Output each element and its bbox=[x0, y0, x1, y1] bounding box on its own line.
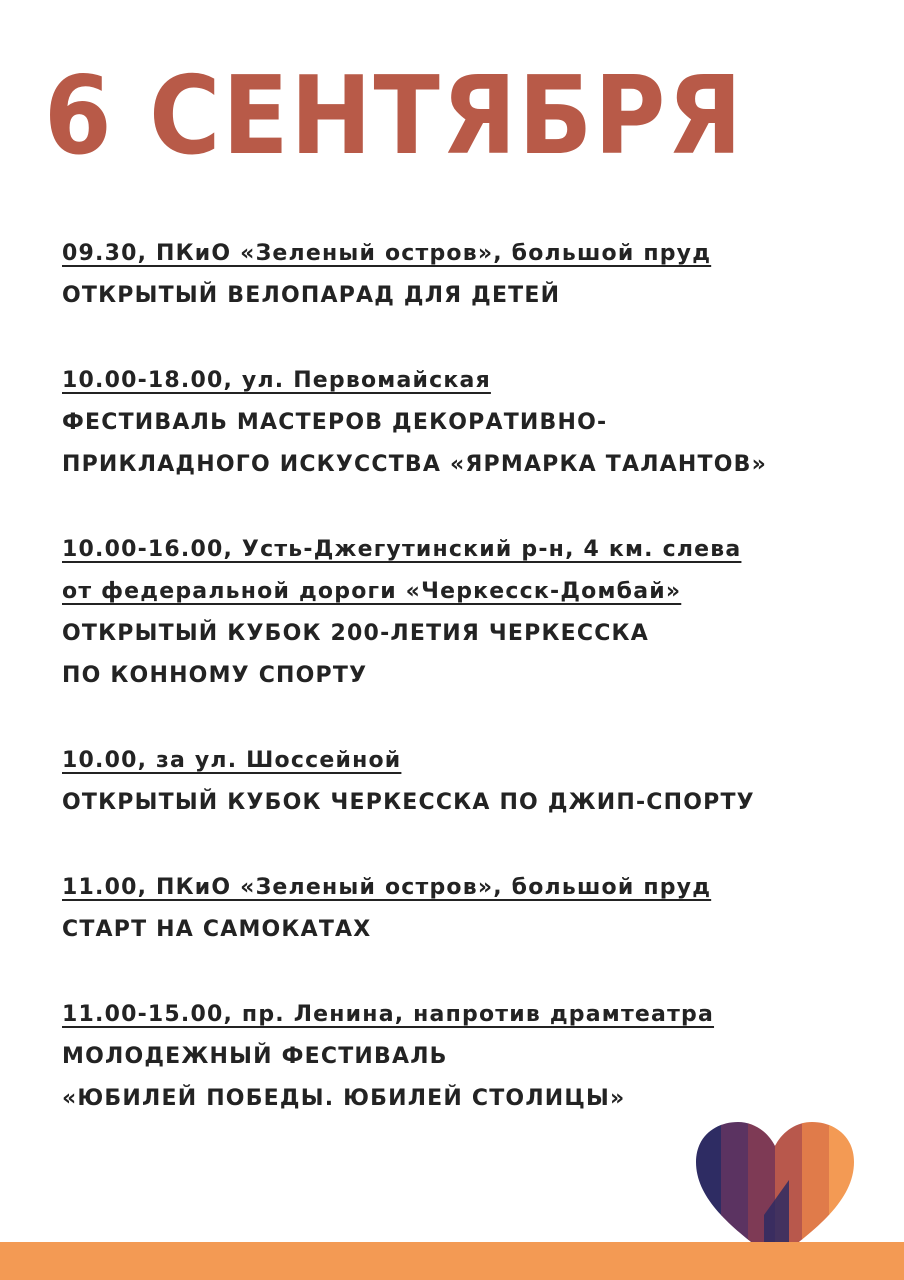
event-location: от федеральной дороги «Черкесск-Домбай» bbox=[62, 579, 682, 604]
event-item bbox=[62, 360, 862, 486]
event-name: ФЕСТИВАЛЬ МАСТЕРОВ ДЕКОРАТИВНО- bbox=[62, 410, 608, 435]
event-name: «ЮБИЛЕЙ ПОБЕДЫ. ЮБИЛЕЙ СТОЛИЦЫ» bbox=[62, 1086, 626, 1111]
event-location: 09.30, ПКиО «Зеленый остров», большой пруд bbox=[62, 241, 712, 266]
event-location: 11.00-15.00, пр. Ленина, напротив драмтеатра bbox=[62, 1002, 715, 1027]
event-location: 10.00-16.00, Усть-Джегутинский р-н, 4 км. слева bbox=[62, 537, 742, 562]
striped-heart-icon bbox=[694, 1120, 856, 1262]
event-item bbox=[62, 529, 862, 697]
event-list bbox=[62, 233, 862, 1163]
event-name: ОТКРЫТЫЙ КУБОК ЧЕРКЕССКА ПО ДЖИП-СПОРТУ bbox=[62, 790, 755, 815]
event-item bbox=[62, 867, 862, 951]
event-item bbox=[62, 740, 862, 824]
footer-bar bbox=[0, 1242, 904, 1280]
heart-stripe bbox=[802, 1120, 830, 1262]
event-name: МОЛОДЕЖНЫЙ ФЕСТИВАЛЬ bbox=[62, 1044, 448, 1069]
page-title: 6 СЕНТЯБРЯ bbox=[44, 54, 744, 179]
heart-stripe bbox=[721, 1120, 749, 1262]
event-name: ОТКРЫТЫЙ КУБОК 200-ЛЕТИЯ ЧЕРКЕССКА bbox=[62, 621, 649, 646]
heart-stripe bbox=[829, 1120, 856, 1262]
event-location: 11.00, ПКиО «Зеленый остров», большой пруд bbox=[62, 875, 712, 900]
event-item bbox=[62, 994, 862, 1120]
event-name: СТАРТ НА САМОКАТАХ bbox=[62, 917, 372, 942]
event-name: ОТКРЫТЫЙ ВЕЛОПАРАД ДЛЯ ДЕТЕЙ bbox=[62, 283, 561, 308]
event-name: ПО КОННОМУ СПОРТУ bbox=[62, 663, 368, 688]
event-location: 10.00, за ул. Шоссейной bbox=[62, 748, 402, 773]
event-item bbox=[62, 233, 862, 317]
heart-stripe bbox=[694, 1120, 722, 1262]
event-name: ПРИКЛАДНОГО ИСКУССТВА «ЯРМАРКА ТАЛАНТОВ» bbox=[62, 452, 767, 477]
event-location: 10.00-18.00, ул. Первомайская bbox=[62, 368, 491, 393]
